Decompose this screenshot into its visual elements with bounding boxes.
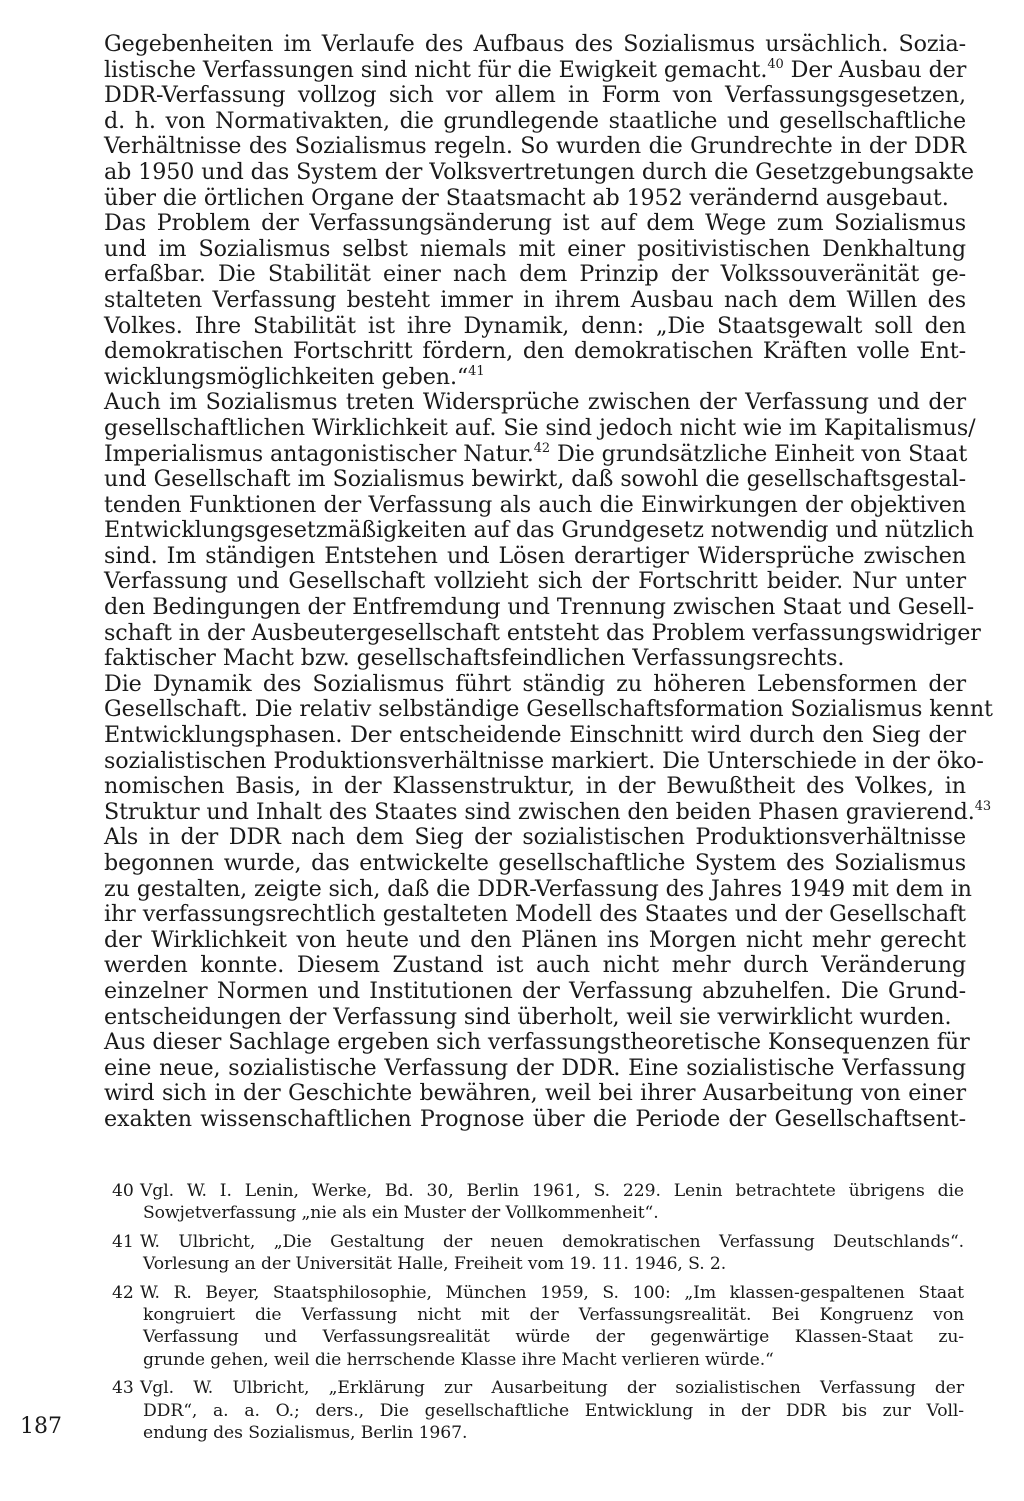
footnote-line: DDR“, a. a. O.; ders., Die gesellschaftliche Entwicklung in der DDR bis zur Voll- [143,1400,964,1421]
footnote-line: 40 Vgl. W. I. Lenin, Werke, Bd. 30, Berlin 1961, S. 229. Lenin betrachtete übrigens die [112,1181,964,1201]
paragraph [104,1029,970,1132]
text-line: zu gestalten, zeigte sich, daß die DDR-Verfassung des Jahres 1949 mit dem in [104,875,972,902]
footnote-line: kongruiert die Verfassung nicht mit der Verfassungsrealität. Bei Kongruenz von [143,1304,964,1325]
footnote-number: 40 [112,1181,134,1201]
paragraph [104,31,974,211]
text-line: DDR-Verfassung vollzog sich vor allem in Form von Verfassungsgesetzen, [104,82,966,109]
text-line: eine neue, sozialistische Verfassung der DDR. Eine sozialistische Verfassung [104,1054,966,1081]
text-line: der Wirklichkeit von heute und den Plänen ins Morgen nicht mehr gerecht [104,926,966,953]
text-line: erfaßbar. Die Stabilität einer nach dem Prinzip der Volkssouveränität ge- [104,261,966,288]
text-line: Die Dynamik des Sozialismus führt ständig zu höheren Lebensformen der [104,670,966,697]
footnote-number: 42 [112,1282,134,1303]
text-line: Als in der DDR nach dem Sieg der sozialistischen Produktionsverhältnisse [104,824,966,851]
text-line: einzelner Normen und Institutionen der Verfassung abzuhelfen. Die Grund- [104,977,966,1004]
text-line: Gegebenheiten im Verlaufe des Aufbaus des Sozialismus ursächlich. Sozia- [104,31,966,57]
text-line: stalteten Verfassung besteht immer in ihrem Ausbau nach dem Willen des [104,286,966,313]
text-line: wird sich in der Geschichte bewähren, weil bei ihrer Ausarbeitung von einer [104,1080,966,1107]
footnote-marker: 42 [533,440,551,456]
page-number: 187 [20,1414,62,1439]
text-line: nomischen Basis, in der Klassenstruktur, in der Bewußtheit des Volkes, in [104,773,966,800]
text-line: gesellschaftlichen Wirklichkeit auf. Sie sind jedoch nicht wie im Kapitalismus/ [104,414,976,441]
text-line: tenden Funktionen der Verfassung als auch die Einwirkungen der objektiven [104,491,966,518]
main-text [104,31,993,1133]
text-line: exakten wissenschaftlichen Prognose über die Periode der Gesellschaftsent- [104,1105,966,1132]
text-line: faktischer Macht bzw. gesellschaftsfeindlichen Verfassungsrechts. [104,645,845,672]
footnote-line: 41 W. Ulbricht, „Die Gestaltung der neuen demokratischen Verfassung Deutschlands“. [112,1231,964,1252]
footnote-line: 43 Vgl. W. Ulbricht, „Erklärung zur Ausarbeitung der sozialistischen Verfassung der [112,1378,964,1399]
footnote [112,1180,964,1225]
text-line: Struktur und Inhalt des Staates sind zwischen den beiden Phasen gravierend.$^{43}$ [104,798,992,825]
text-line: Imperialismus antagonistischer Natur.$^{42}$ Die grundsätzliche Einheit von Staat [104,440,968,467]
text-line: sind. Im ständigen Entstehen und Lösen derartiger Widersprüche zwischen [104,542,966,569]
footnotes [112,1180,964,1450]
footnote-marker: 43 [974,798,992,814]
footnote-number: 41 [112,1231,134,1252]
paragraph [104,389,981,672]
text-line: Auch im Sozialismus treten Widersprüche zwischen der Verfassung und der [104,389,966,416]
text-line: ab 1950 und das System der Volksvertretungen durch die Gesetzgebungsakte [104,158,974,185]
text-line: und im Sozialismus selbst niemals mit einer positivistischen Denkhaltung [104,235,966,262]
text-line: Verfassung und Gesellschaft vollzieht sich der Fortschritt beider. Nur unter [104,568,966,595]
text-line: über die örtlichen Organe der Staatsmacht ab 1952 verändernd ausgebaut. [104,184,949,211]
text-line: ihr verfassungsrechtlich gestalteten Modell des Staates und der Gesellschaft [104,901,966,928]
footnote-line: grunde gehen, weil die herrschende Klasse ihre Macht verlieren würde.“ [143,1349,774,1370]
footnote-line: Verfassung und Verfassungsrealität würde der gegenwärtige Klassen-Staat zu- [143,1327,964,1348]
text-line: wicklungsmöglichkeiten geben.“$^{41}$ [104,363,485,390]
text-line: Verhältnisse des Sozialismus regeln. So wurden die Grundrechte in der DDR [104,133,966,160]
footnote [112,1231,964,1276]
text-line: begonnen wurde, das entwickelte gesellschaftliche System des Sozialismus [104,850,966,876]
text-line: d. h. von Normativakten, die grundlegende staatliche und gesellschaftliche [104,107,966,134]
text-line: listische Verfassungen sind nicht für die Ewigkeit gemacht.$^{40}$ Der Ausbau der [104,56,967,83]
text-line: sozialistischen Produktionsverhältnisse markiert. Die Unterschiede in der öko- [104,747,984,774]
text-line: demokratischen Fortschritt fördern, den demokratischen Kräften volle Ent- [104,338,966,365]
text-line: Entwicklungsgesetzmäßigkeiten auf das Grundgesetz notwendig und nützlich [104,517,975,544]
footnote-line: Vorlesung an der Universität Halle, Freiheit vom 19. 11. 1946, S. 2. [143,1254,727,1275]
paragraph [104,670,993,826]
text-line: Das Problem der Verfassungsänderung ist auf dem Wege zum Sozialismus [104,210,966,237]
footnote [112,1377,964,1444]
paragraph [104,824,972,1030]
footnote [112,1282,964,1372]
footnote-number: 43 [112,1378,134,1399]
footnote-line: Sowjetverfassung „nie als ein Muster der Vollkommenheit“. [143,1203,659,1224]
text-line: Entwicklungsphasen. Der entscheidende Einschnitt wird durch den Sieg der [104,722,966,749]
footnote-line: endung des Sozialismus, Berlin 1967. [143,1422,468,1443]
footnote-marker: 40 [767,56,784,72]
text-line: schaft in der Ausbeutergesellschaft entsteht das Problem verfassungswidriger [104,619,981,646]
footnote-line: 42 W. R. Beyer, Staatsphilosophie, München 1959, S. 100: „Im klassen-gespaltenen Staat [112,1282,964,1303]
text-line: werden konnte. Diesem Zustand ist auch nicht mehr durch Veränderung [104,952,966,979]
text-line: und Gesellschaft im Sozialismus bewirkt, daß sowohl die gesellschaftsgestal- [104,466,966,493]
text-line: Volkes. Ihre Stabilität ist ihre Dynamik, denn: „Die Staatsgewalt soll den [104,312,966,339]
text-line: entscheidungen der Verfassung sind überholt, weil sie verwirklicht wurden. [104,1003,952,1030]
text-line: Aus dieser Sachlage ergeben sich verfassungstheoretische Konsequenzen für [104,1029,970,1056]
footnote-marker: 41 [468,363,485,379]
paragraph [104,211,966,390]
text-line: den Bedingungen der Entfremdung und Trennung zwischen Staat und Gesell- [104,594,975,621]
text-line: Gesellschaft. Die relativ selbständige Gesellschaftsformation Sozialismus kennt [104,696,993,723]
